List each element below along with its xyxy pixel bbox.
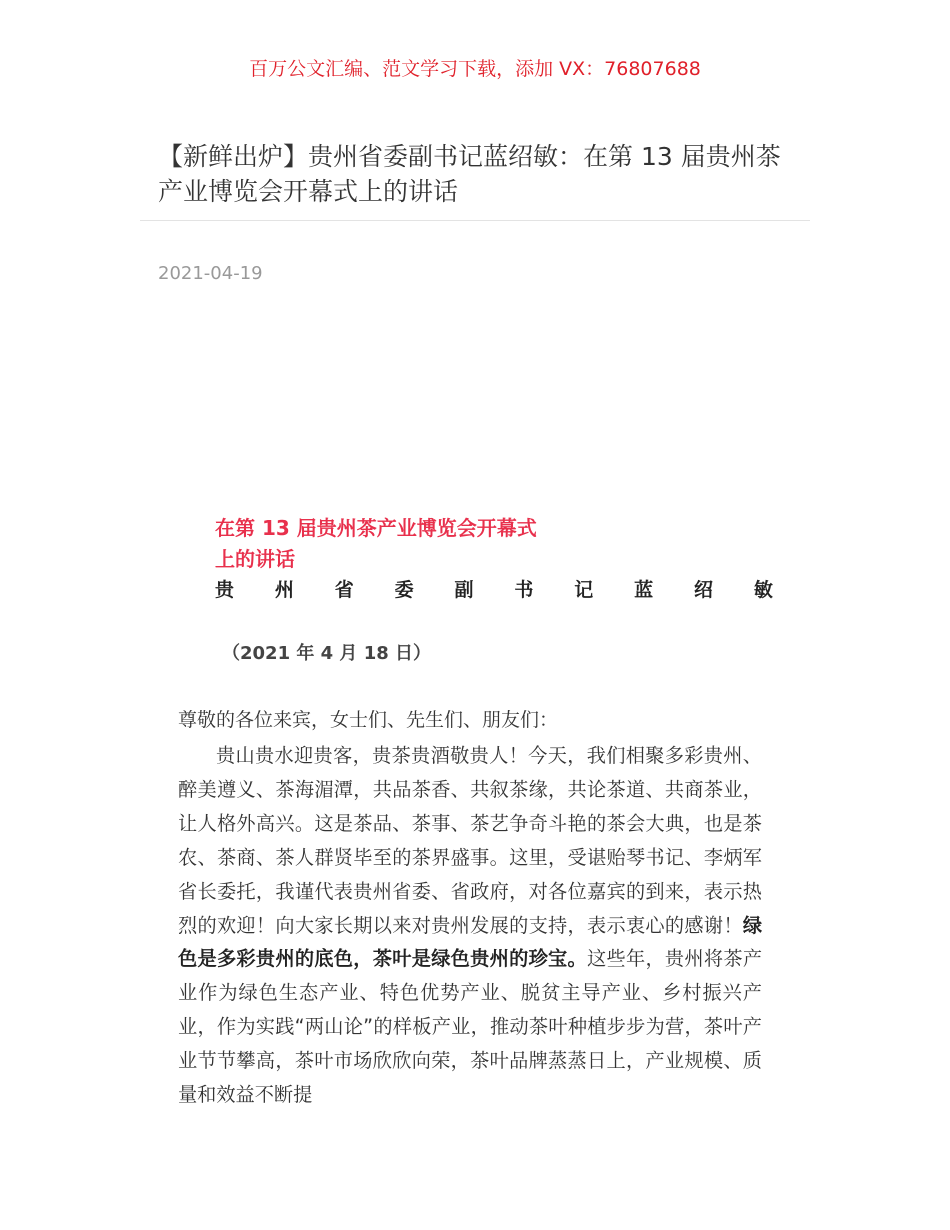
promo-banner: 百万公文汇编、范文学习下载，添加 VX：76807688 xyxy=(249,58,701,80)
speaker-char: 省 xyxy=(334,579,354,601)
speaker-char: 记 xyxy=(574,579,594,601)
speaker-char: 州 xyxy=(274,579,294,601)
speech-greeting: 尊敬的各位来宾，女士们、先生们、朋友们： xyxy=(178,709,559,731)
title-divider xyxy=(140,220,810,221)
speaker-byline xyxy=(215,577,773,603)
speech-paragraph xyxy=(178,739,762,1112)
speaker-char: 绍 xyxy=(694,579,714,601)
speaker-char: 贵 xyxy=(215,579,235,601)
speaker-char: 副 xyxy=(454,579,474,601)
publish-date: 2021-04-19 xyxy=(158,263,263,284)
paragraph-text: 这些年，贵州将茶产业作为绿色生态产业、特色优势产业、脱贫主导产业、乡村振兴产业，作为实践“两山论”的样板产业，推动茶叶种植步步为营，茶叶产业节节攀高，茶叶市场欣欣向荣，茶叶品牌蒸蒸日上，产业规模、质量和效益不断提 xyxy=(178,947,763,1107)
speech-heading-line-1: 在第 13 届贵州茶产业博览会开幕式 xyxy=(215,516,537,540)
paragraph-text: 贵山贵水迎贵客，贵茶贵酒敬贵人！今天，我们相聚多彩贵州、醉美遵义、茶海湄潭，共品茶香、共叙茶缘，共论茶道、共商茶业，让人格外高兴。这是茶品、茶事、茶艺争奇斗艳的茶会大典，也是茶农、茶商、茶人群贤毕至的茶界盛事。这里，受谌贻琴书记、李炳军省长委托，我谨代表贵州省委、省政府，对各位嘉宾的到来，表示热烈的欢迎！向大家长期以来对贵州发展的支持，表示衷心的感谢！ xyxy=(178,744,762,937)
speech-heading xyxy=(215,513,565,575)
speaker-char: 敏 xyxy=(753,579,773,601)
speech-date: （2021 年 4 月 18 日） xyxy=(222,643,432,664)
paragraph-emphasis: 绿色是多彩贵州的底色，茶叶是绿色贵州的珍宝。 xyxy=(178,913,762,971)
speaker-char: 蓝 xyxy=(634,579,654,601)
speaker-char: 书 xyxy=(514,579,534,601)
speech-heading-line-2: 上的讲话 xyxy=(215,547,295,571)
article-title: 【新鲜出炉】贵州省委副书记蓝绍敏：在第 13 届贵州茶产业博览会开幕式上的讲话 xyxy=(158,142,781,206)
speaker-char: 委 xyxy=(394,579,414,601)
